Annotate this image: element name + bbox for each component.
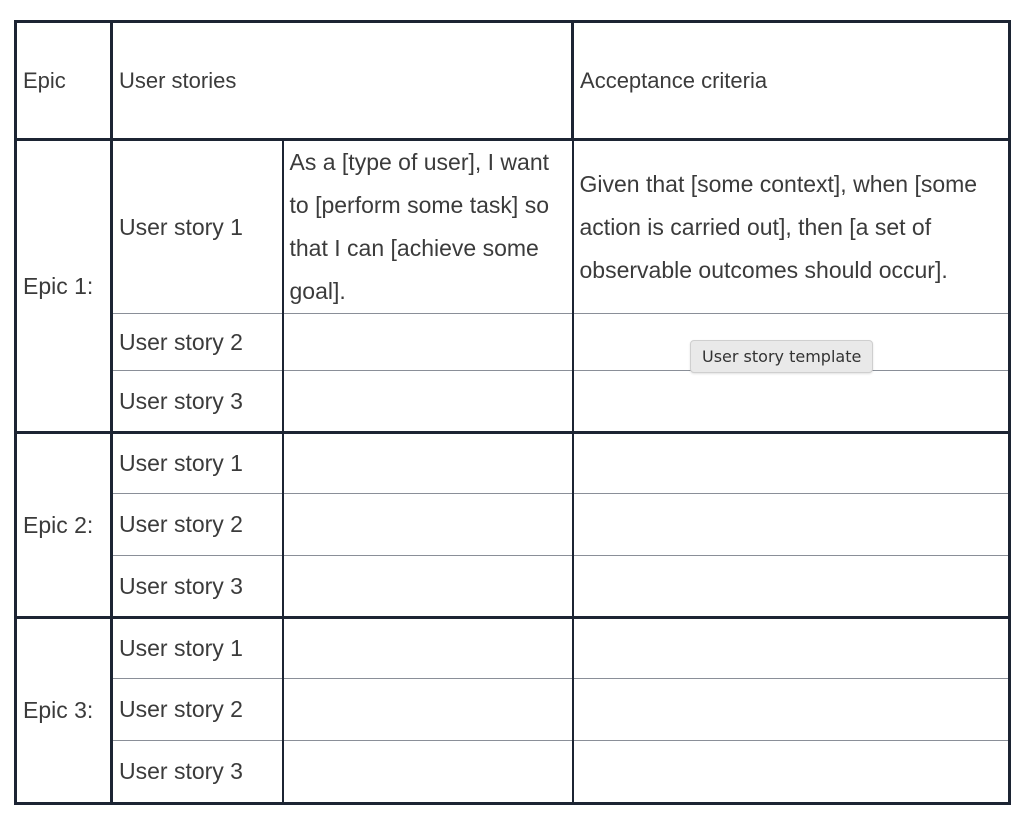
epic-3-label: Epic 3: (16, 618, 112, 804)
epic-2-story-2: User story 2 (112, 494, 283, 556)
empty-cell (283, 314, 573, 371)
epic-3-story-2: User story 2 (112, 679, 283, 741)
header-epic: Epic (16, 22, 112, 140)
table-row (16, 618, 1010, 679)
header-acceptance-criteria: Acceptance criteria (573, 22, 1010, 140)
table-row (16, 433, 1010, 494)
empty-cell (283, 741, 573, 804)
empty-cell (573, 679, 1010, 741)
epic-3-story-3: User story 3 (112, 741, 283, 804)
epic-1-story-1: User story 1 (112, 140, 283, 314)
empty-cell (283, 679, 573, 741)
table-row (16, 556, 1010, 618)
epic-1-story-3: User story 3 (112, 371, 283, 433)
empty-cell (283, 618, 573, 679)
epic-1-story-2: User story 2 (112, 314, 283, 371)
image-tooltip: User story template (690, 340, 873, 373)
empty-cell (283, 433, 573, 494)
empty-cell (283, 556, 573, 618)
header-row (16, 22, 1010, 140)
epic-2-story-3: User story 3 (112, 556, 283, 618)
table-row (16, 679, 1010, 741)
empty-cell (573, 618, 1010, 679)
empty-cell (283, 371, 573, 433)
user-story-template-image (14, 20, 1008, 802)
empty-cell (573, 371, 1010, 433)
table-row (16, 371, 1010, 433)
table-row (16, 494, 1010, 556)
epic-2-story-1: User story 1 (112, 433, 283, 494)
empty-cell (573, 741, 1010, 804)
empty-cell (573, 494, 1010, 556)
epic-3-story-1: User story 1 (112, 618, 283, 679)
user-story-template-text: As a [type of user], I want to [perform some task] so that I can [achieve some goal]. (283, 140, 573, 314)
table-row (16, 140, 1010, 314)
acceptance-criteria-template-text: Given that [some context], when [some action is carried out], then [a set of observable outcomes should occur]. (573, 140, 1010, 314)
empty-cell (283, 494, 573, 556)
epic-2-label: Epic 2: (16, 433, 112, 618)
header-user-stories: User stories (112, 22, 573, 140)
empty-cell (573, 433, 1010, 494)
empty-cell (573, 556, 1010, 618)
user-story-table (14, 20, 1011, 805)
table-row (16, 741, 1010, 804)
epic-1-label: Epic 1: (16, 140, 112, 433)
